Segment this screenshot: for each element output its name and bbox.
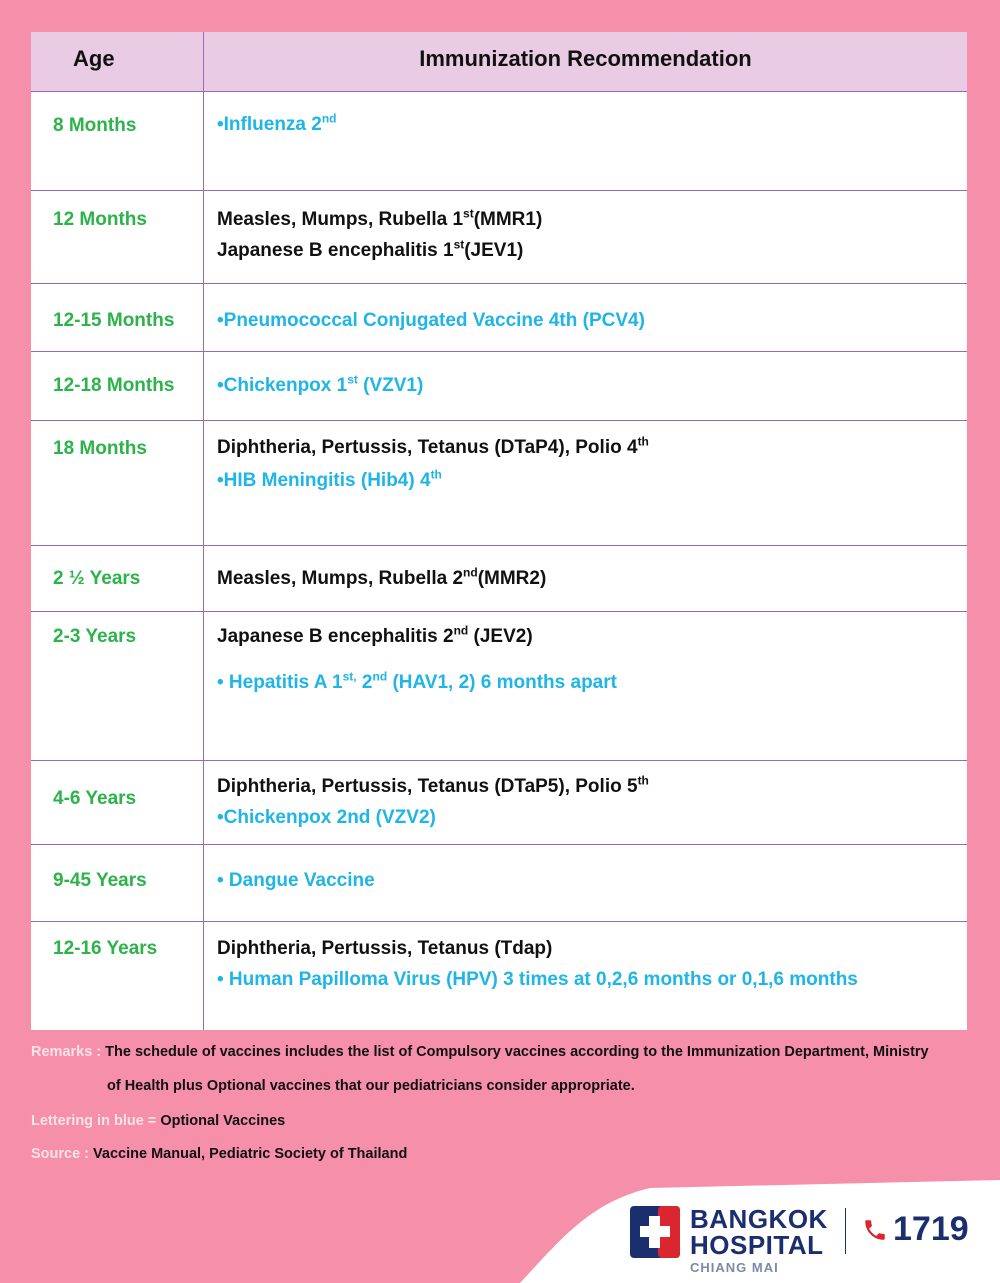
vaccine-text: Japanese B encephalitis 1	[217, 240, 454, 261]
logo-line-3: CHIANG MAI	[690, 1260, 779, 1275]
vaccine-text: Chickenpox 2nd (VZV2)	[223, 807, 436, 828]
table-row	[31, 92, 967, 191]
vaccine-text: HIB Meningitis (Hib4) 4	[223, 470, 431, 491]
optional-vaccine-line	[217, 807, 436, 829]
age-cell: 12-16 Years	[53, 938, 158, 959]
vaccine-text: Human Papilloma Virus (HPV) 3 times at 0,2,6 months or 0,1,6 months	[223, 969, 858, 990]
vaccine-text: (VZV1)	[357, 375, 424, 396]
table-row	[31, 761, 967, 845]
logo-line-2: HOSPITAL	[690, 1230, 824, 1260]
vaccine-text: Influenza 2	[223, 114, 322, 135]
ordinal-suffix: th	[637, 434, 649, 449]
optional-vaccine-line	[217, 310, 645, 332]
vaccine-text: Hepatitis A 1	[223, 672, 343, 693]
vaccine-text: (JEV1)	[464, 240, 524, 261]
age-cell: 9-45 Years	[53, 870, 147, 891]
vaccine-text: Dangue Vaccine	[223, 870, 375, 891]
compulsory-vaccine-line	[217, 623, 533, 648]
column-divider	[203, 32, 204, 1030]
age-cell: 8 Months	[53, 115, 137, 136]
bullet-icon: •	[217, 672, 224, 693]
ordinal-suffix: nd	[372, 669, 388, 684]
optional-vaccine-line	[217, 669, 617, 694]
remarks-label: Remarks :	[31, 1044, 102, 1060]
vaccine-text: Measles, Mumps, Rubella 2	[217, 568, 464, 589]
header-age: Age	[73, 46, 115, 71]
age-cell: 12 Months	[53, 209, 147, 230]
compulsory-vaccine-line	[217, 434, 649, 459]
vaccine-text: Diphtheria, Pertussis, Tetanus (DTaP4), Polio 4	[217, 437, 638, 458]
compulsory-vaccine-line	[217, 237, 524, 262]
bullet-icon: •	[217, 470, 224, 491]
compulsory-vaccine-line	[217, 938, 552, 960]
vaccine-text: (MMR2)	[477, 568, 547, 589]
vaccine-text: Pneumococcal Conjugated Vaccine 4th (PCV4)	[223, 310, 645, 331]
table-row	[31, 284, 967, 352]
age-cell: 4-6 Years	[53, 788, 137, 809]
table-row	[31, 845, 967, 922]
footer-white-wave	[0, 1180, 1000, 1283]
optional-vaccine-line	[217, 969, 858, 991]
table-row	[31, 612, 967, 761]
vaccine-text: Chickenpox 1	[223, 375, 348, 396]
table-row	[31, 922, 967, 1029]
logo-divider	[845, 1208, 846, 1254]
age-cell: 18 Months	[53, 438, 147, 459]
vaccine-text: 2	[356, 672, 373, 693]
bullet-icon: •	[217, 310, 224, 331]
ordinal-suffix: st	[463, 206, 474, 221]
immunization-table	[31, 32, 967, 1030]
vaccine-text: Measles, Mumps, Rubella 1	[217, 209, 464, 230]
optional-vaccine-line	[217, 870, 375, 892]
compulsory-vaccine-line	[217, 773, 649, 798]
table-row	[31, 352, 967, 421]
phone-icon	[862, 1217, 888, 1243]
compulsory-vaccine-line	[217, 206, 543, 231]
ordinal-suffix: nd	[463, 565, 478, 580]
source-label: Source :	[31, 1146, 94, 1162]
age-cell: 2 ½ Years	[53, 568, 141, 589]
table-row	[31, 546, 967, 612]
phone-number: 1719	[893, 1210, 969, 1248]
optional-vaccine-line	[217, 467, 442, 492]
vaccine-text: (MMR1)	[473, 209, 543, 230]
ordinal-suffix: st	[453, 237, 465, 252]
vaccine-text: Diphtheria, Pertussis, Tetanus (DTaP5), Polio 5	[217, 776, 638, 797]
ordinal-suffix: st,	[342, 669, 357, 684]
vaccine-text: (JEV2)	[468, 626, 533, 647]
logo-line-1: BANGKOK	[690, 1204, 828, 1234]
age-cell: 12-18 Months	[53, 375, 175, 396]
optional-vaccine-line	[217, 372, 424, 397]
optional-vaccine-line	[217, 111, 337, 136]
vaccine-text: Japanese B encephalitis 2	[217, 626, 454, 647]
source-value: Vaccine Manual, Pediatric Society of Thailand	[93, 1146, 408, 1162]
ordinal-suffix: th	[430, 467, 442, 482]
hospital-cross-icon	[630, 1206, 680, 1258]
footer	[0, 1180, 1000, 1283]
remarks-text-1: The schedule of vaccines includes the list of Compulsory vaccines according to the Immunization Department, Ministry	[105, 1044, 929, 1060]
bullet-icon: •	[217, 114, 224, 135]
ordinal-suffix: nd	[321, 111, 337, 126]
lettering-label: Lettering in blue =	[31, 1113, 161, 1129]
age-cell: 2-3 Years	[53, 626, 137, 647]
vaccine-text: (HAV1, 2) 6 months apart	[387, 672, 617, 693]
vaccine-text: Diphtheria, Pertussis, Tetanus (Tdap)	[217, 938, 553, 959]
compulsory-vaccine-line	[217, 565, 547, 590]
remarks-text-2: of Health plus Optional vaccines that our pediatricians consider appropriate.	[107, 1078, 635, 1094]
bullet-icon: •	[217, 807, 224, 828]
age-cell: 12-15 Months	[53, 310, 175, 331]
bullet-icon: •	[217, 969, 224, 990]
ordinal-suffix: st	[347, 372, 358, 387]
table-row	[31, 191, 967, 284]
header-recommendation: Immunization Recommendation	[419, 46, 752, 71]
bullet-icon: •	[217, 870, 224, 891]
table-row	[31, 421, 967, 546]
lettering-value: Optional Vaccines	[160, 1113, 286, 1129]
table-header	[31, 32, 967, 92]
ordinal-suffix: th	[637, 773, 649, 788]
ordinal-suffix: nd	[453, 623, 469, 638]
bullet-icon: •	[217, 375, 224, 396]
